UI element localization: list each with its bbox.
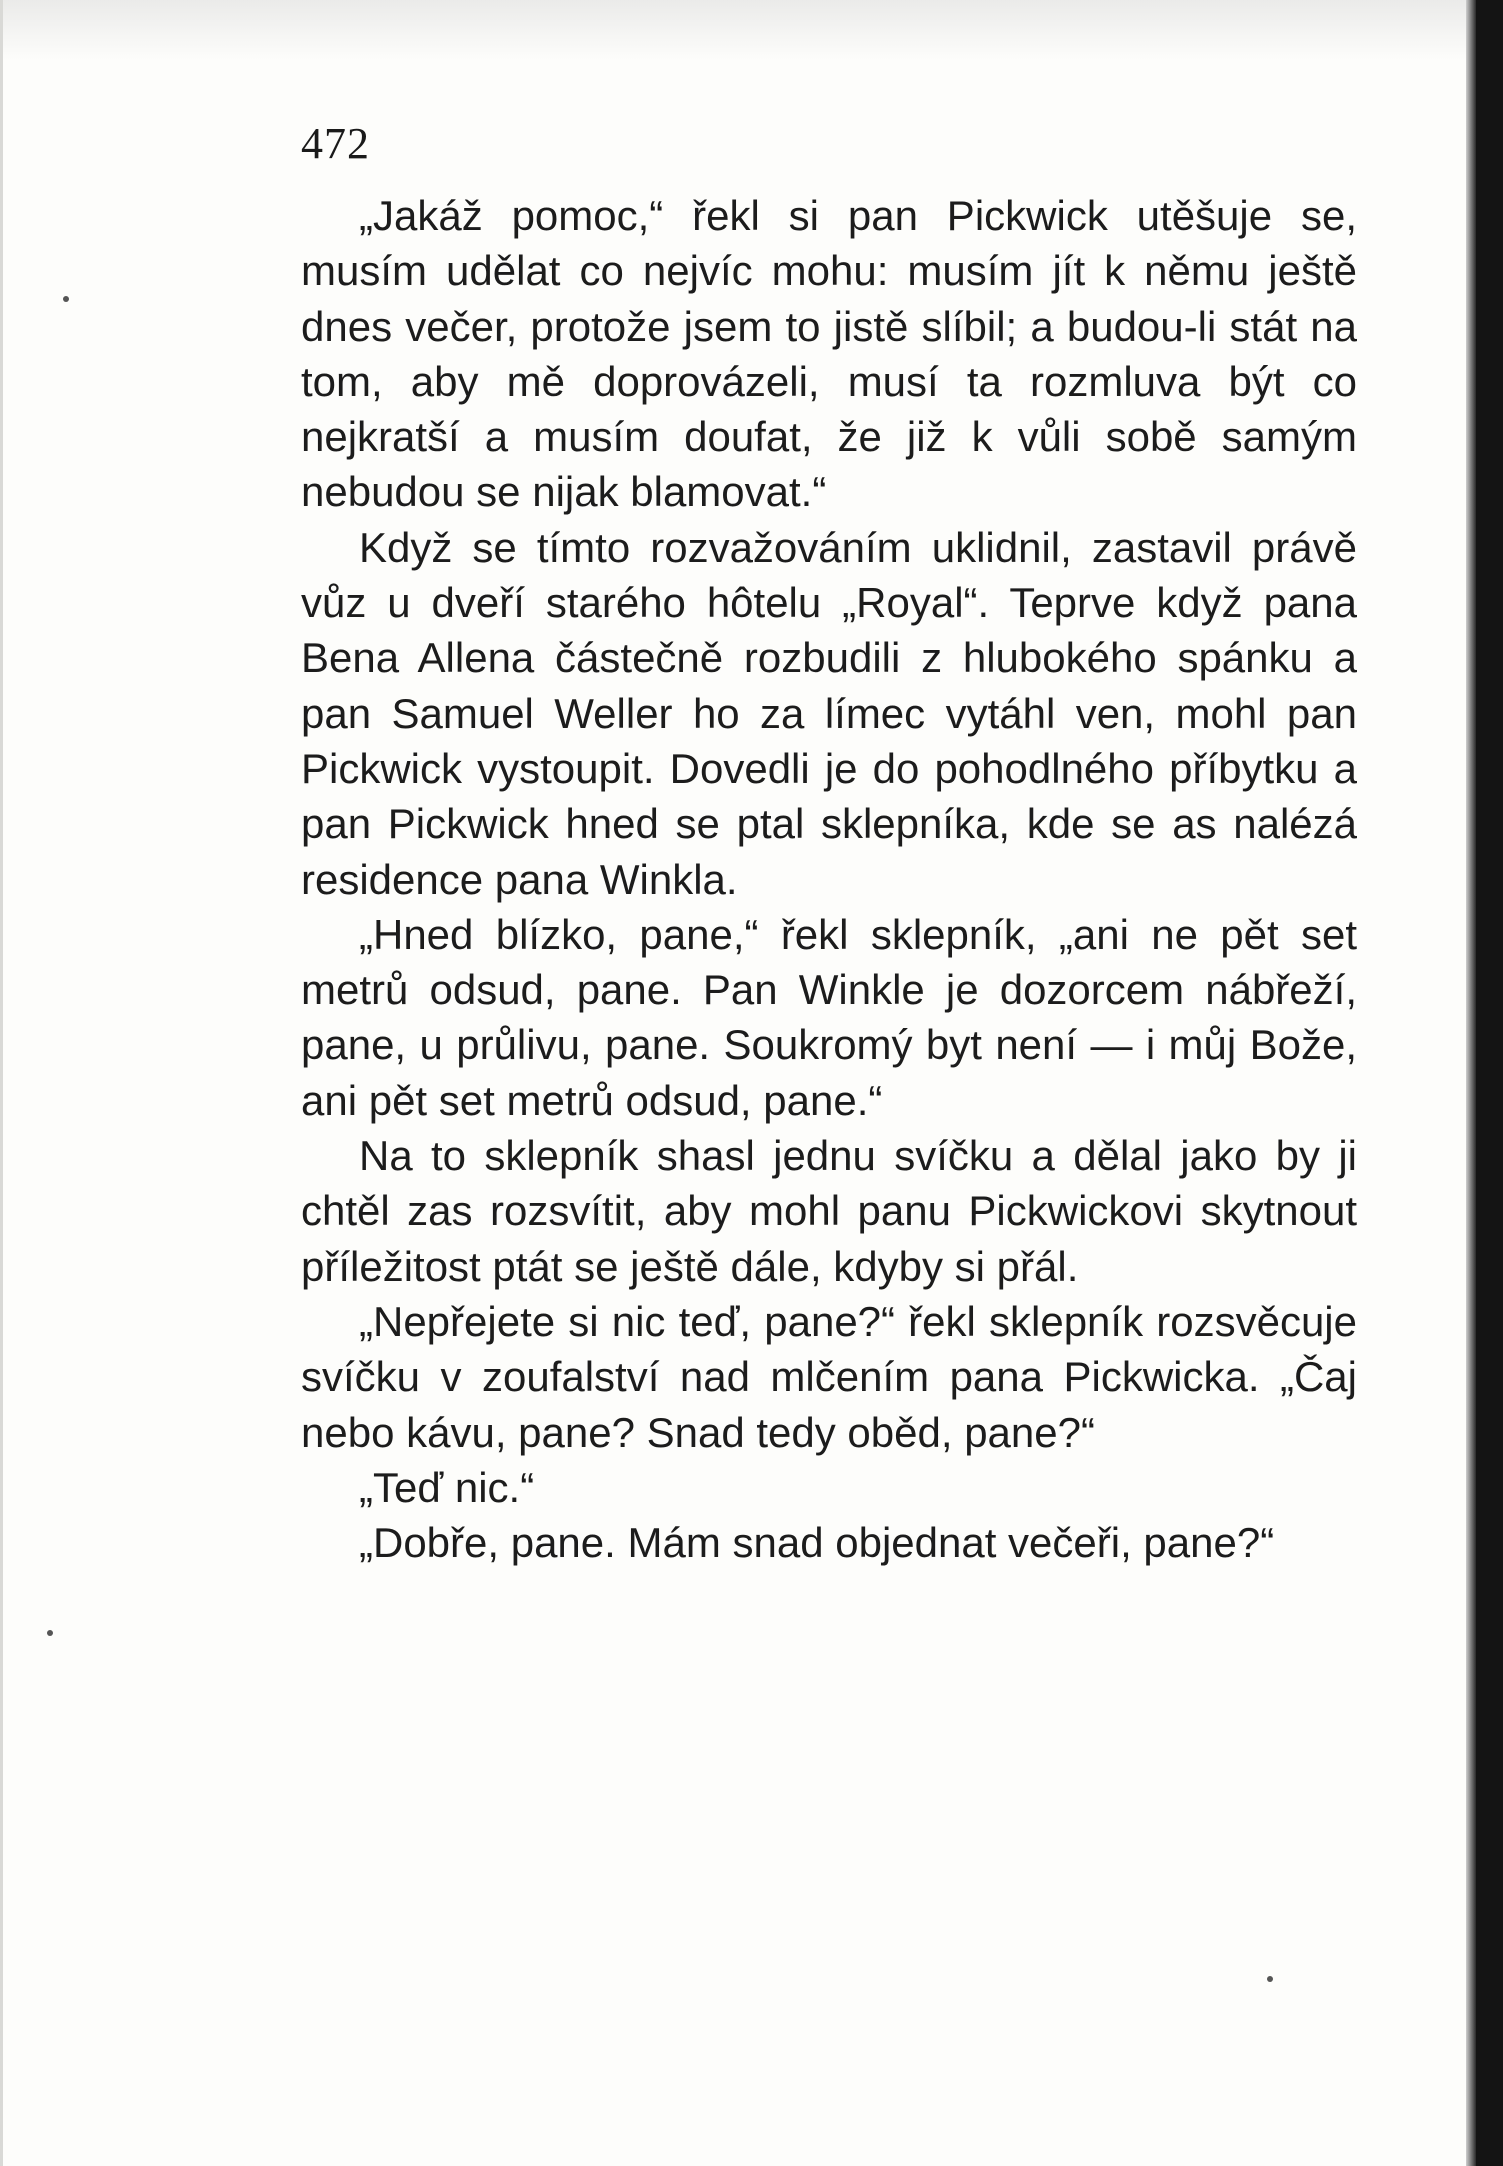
paragraph: „Hned blízko, pane,“ řekl sklepník, „ani ne pět set metrů odsud, pane. Pan Winkle je dozorcem nábřeží, pane, u průlivu, pane. Soukromý byt není — i můj Bože, ani pět set metrů odsud, pane.“ xyxy=(301,910,1357,1124)
scan-top-shading xyxy=(3,0,1473,60)
page-edge-shadow xyxy=(1466,0,1476,2166)
scan-speck xyxy=(63,296,69,302)
body-text xyxy=(301,188,1357,1570)
paragraph: „Dobře, pane. Mám snad objednat večeři, pane?“ xyxy=(359,1519,1275,1567)
scan-speck xyxy=(47,1630,53,1636)
paragraph: „Jakáž pomoc,“ řekl si pan Pickwick utěšuje se, musím udělat co nejvíc mohu: musím jít k němu ještě dnes večer, protože jsem to jistě slíbil; a budou-li stát na tom, aby mě doprovázeli, musí ta rozmluva být co nejkratší a musím doufat, že již k vůli sobě samým nebudou se nijak blamovat.“ xyxy=(301,192,1357,516)
paragraph: „Nepřejete si nic teď, pane?“ řekl sklepník rozsvěcuje svíčku v zoufalství nad mlčením pana Pickwicka. „Čaj nebo kávu, pane? Snad tedy oběd, pane?“ xyxy=(301,1297,1357,1456)
paragraph: Na to sklepník shasl jednu svíčku a dělal jako by ji chtěl zas rozsvítit, aby mohl panu Pickwickovi skytnout příležitost ptát se ještě dále, kdyby si přál. xyxy=(301,1132,1357,1290)
scan-speck xyxy=(1267,1976,1273,1982)
paragraph: „Teď nic.“ xyxy=(359,1463,535,1511)
paragraph: Když se tímto rozvažováním uklidnil, zastavil právě vůz u dveří starého hôtelu „Royal“. Teprve když pana Bena Allena částečně rozbudili z hlubokého spánku a pan Samuel Weller ho za límec vytáhl ven, mohl pan Pickwick vystoupit. Dovedli je do pohodlného příbytku a pan Pickwick hned se ptal sklepníka, kde se as nalézá residence pana Winkla. xyxy=(301,523,1357,903)
page-number: 472 xyxy=(301,119,370,168)
